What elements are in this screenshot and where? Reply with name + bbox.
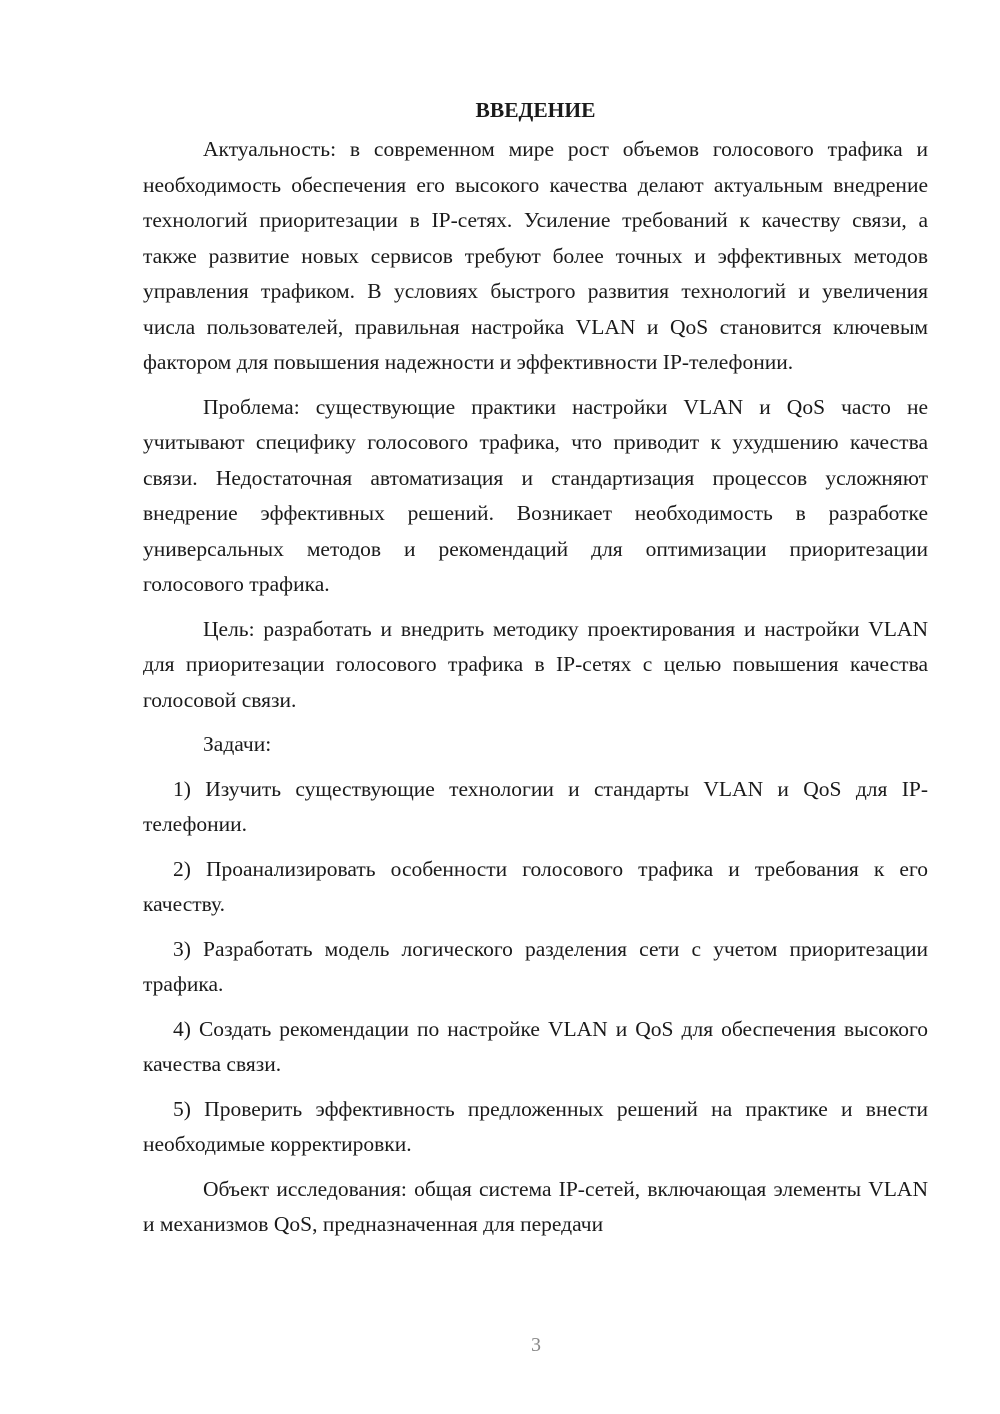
task-item-1: 1) Изучить существующие технологии и стандарты VLAN и QoS для IP-телефонии. [143,776,928,836]
object-paragraph: Объект исследования: общая система IP-сетей, включающая элементы VLAN и механизмов QoS, предназначенная для передачи [143,1176,928,1236]
document-page [143,92,928,1252]
relevance-paragraph: Актуальность: в современном мире рост объемов голосового трафика и необходимость обеспечения его высокого качества делают актуальным внедрение технологий приоритезации в IP-сетях. Усиление требований к качеству связи, а также развитие новых сервисов требуют более точных и эффективных методов управления трафиком. В условиях быстрого развития технологий и увеличения числа пользователей, правильная настройка VLAN и QoS становится ключевым фактором для повышения надежности и эффективности IP-телефонии. [143,137,928,374]
task-item-2: 2) Проанализировать особенности голосового трафика и требования к его качеству. [143,856,928,916]
task-item-3: 3) Разработать модель логического разделения сети с учетом приоритезации трафика. [143,936,928,996]
task-item-4: 4) Создать рекомендации по настройке VLAN и QoS для обеспечения высокого качества связи. [143,1016,928,1076]
tasks-heading: Задачи: [203,732,272,756]
goal-paragraph: Цель: разработать и внедрить методику проектирования и настройки VLAN для приоритезации голосового трафика в IP-сетях с целью повышения качества голосовой связи. [143,616,928,712]
section-title: ВВЕДЕНИЕ [475,98,596,122]
task-item-5: 5) Проверить эффективность предложенных решений на практике и внести необходимые корректировки. [143,1096,928,1156]
problem-paragraph: Проблема: существующие практики настройки VLAN и QoS часто не учитывают специфику голосового трафика, что приводит к ухудшению качества связи. Недостаточная автоматизация и стандартизация процессов усложняют внедрение эффективных решений. Возникает необходимость в разработке универсальных методов и рекомендаций для оптимизации приоритезации голосового трафика. [143,394,928,596]
page-number: 3 [531,1334,541,1356]
